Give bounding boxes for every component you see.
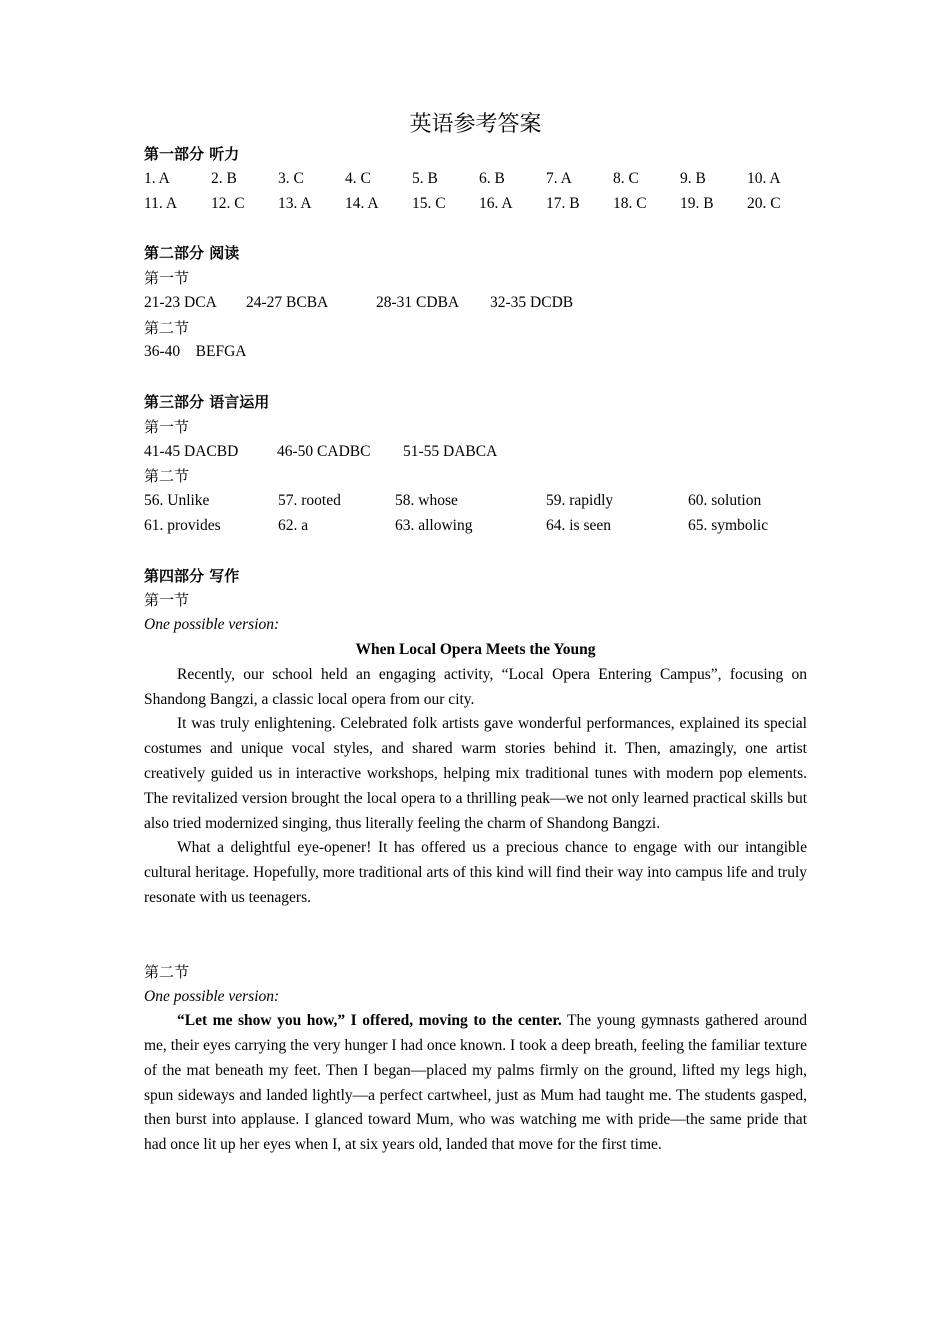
part2-section1-label: 第一节 <box>144 268 190 287</box>
answer-group: 28-31 CDBA <box>376 293 460 311</box>
part3-section2-label: 第二节 <box>144 467 190 486</box>
part4-heading: 第四部分 写作 <box>144 566 240 585</box>
answer-sheet <box>144 110 807 1158</box>
answer-item: 5. B <box>412 169 438 187</box>
answer-group: 51-55 DABCA <box>403 442 498 460</box>
story-lead: “Let me show you how,” I offered, moving to the center. <box>177 1012 562 1030</box>
essay-paragraph: It was truly enlightening. Celebrated folk artists gave wonderful performances, explained its special costumes and unique vocal styles, and shared warm stories behind it. Then, amazingly, one artist creatively guided us in interactive workshops, helping mix traditional tunes with modern pop elements. The revitalized version brought the local opera to a thrilling peak—we not only learned practical skills but also tried modernized singing, thus literally feeling the charm of Shandong Bangzi. <box>144 715 807 832</box>
essay-title: When Local Opera Meets the Young <box>355 640 596 658</box>
part3-section1-label: 第一节 <box>144 417 190 436</box>
answer-item: 12. C <box>211 194 245 212</box>
essay-paragraph: What a delightful eye-opener! It has offered us a precious chance to engage with our intangible cultural heritage. Hopefully, more traditional arts of this kind will find their way into campus life and truly resonate with us teenagers. <box>144 839 807 906</box>
part2-section1-answers <box>144 291 807 316</box>
part3-section2-row2 <box>144 514 807 539</box>
answer-item: 6. B <box>479 169 505 187</box>
answer-group: 32-35 DCDB <box>490 293 574 311</box>
part4-section2-label: 第二节 <box>144 962 190 981</box>
story-text: The young gymnasts gathered around me, their eyes carrying the very hunger I had once known. I took a deep breath, feeling the familiar texture of the mat beneath my feet. Then I began—placed my palms firmly on the ground, lifted my legs high, spun sideways and landed lightly—a perfect cartwheel, just as Mum had taught me. The students gasped, then burst into applause. I glanced toward Mum, who was watching me with pride—the same pride that had once lit up her eyes when I, at six years old, landed that move for the first time. <box>144 1012 807 1154</box>
part2-heading: 第二部分 阅读 <box>144 244 240 263</box>
answer-item: 17. B <box>546 194 580 212</box>
answer-group: 24-27 BCBA <box>246 293 329 311</box>
answer-item: 58. whose <box>395 492 458 510</box>
answer-item: 60. solution <box>688 492 762 510</box>
page-title: 英语参考答案 <box>409 112 542 137</box>
answer-item: 8. C <box>613 169 639 187</box>
answer-item: 65. symbolic <box>688 516 769 534</box>
answer-item: 20. C <box>747 194 781 212</box>
answer-item: 57. rooted <box>278 492 341 510</box>
part1-row2 <box>144 192 807 217</box>
essay-paragraph: Recently, our school held an engaging activity, “Local Opera Entering Campus”, focusing on Shandong Bangzi, a classic local opera from our city. <box>144 665 807 708</box>
part1-row1 <box>144 167 807 192</box>
answer-item: 9. B <box>680 169 706 187</box>
answer-item: 3. C <box>278 169 304 187</box>
part3-section1-answers <box>144 440 807 465</box>
answer-item: 18. C <box>613 194 647 212</box>
story-paragraph <box>144 1009 807 1158</box>
version-label: One possible version: <box>144 616 280 634</box>
answer-group: 41-45 DACBD <box>144 442 239 460</box>
answer-group: 21-23 DCA <box>144 293 217 311</box>
part1-heading: 第一部分 听力 <box>144 145 240 163</box>
answer-item: 62. a <box>278 516 309 534</box>
answer-item: 61. provides <box>144 516 221 534</box>
version-label: One possible version: <box>144 987 280 1005</box>
answer-item: 64. is seen <box>546 516 612 534</box>
answer-item: 16. A <box>479 194 513 212</box>
answer-item: 1. A <box>144 169 170 187</box>
answer-item: 63. allowing <box>395 516 473 534</box>
answer-item: 56. Unlike <box>144 492 210 510</box>
answer-item: 14. A <box>345 194 379 212</box>
answer-item: 15. C <box>412 194 446 212</box>
answer-group: 46-50 CADBC <box>277 442 371 460</box>
part2-section2-answers: 36-40 BEFGA <box>144 343 247 361</box>
answer-item: 19. B <box>680 194 714 212</box>
answer-item: 7. A <box>546 169 572 187</box>
part2-section2-label: 第二节 <box>144 318 190 337</box>
answer-item: 13. A <box>278 194 312 212</box>
part3-section2-row1 <box>144 489 807 514</box>
answer-item: 11. A <box>144 194 178 212</box>
part4-section1-label: 第一节 <box>144 591 190 610</box>
answer-item: 59. rapidly <box>546 492 614 510</box>
part3-heading: 第三部分 语言运用 <box>144 392 270 411</box>
answer-item: 2. B <box>211 169 237 187</box>
answer-item: 10. A <box>747 169 781 187</box>
answer-item: 4. C <box>345 169 371 187</box>
